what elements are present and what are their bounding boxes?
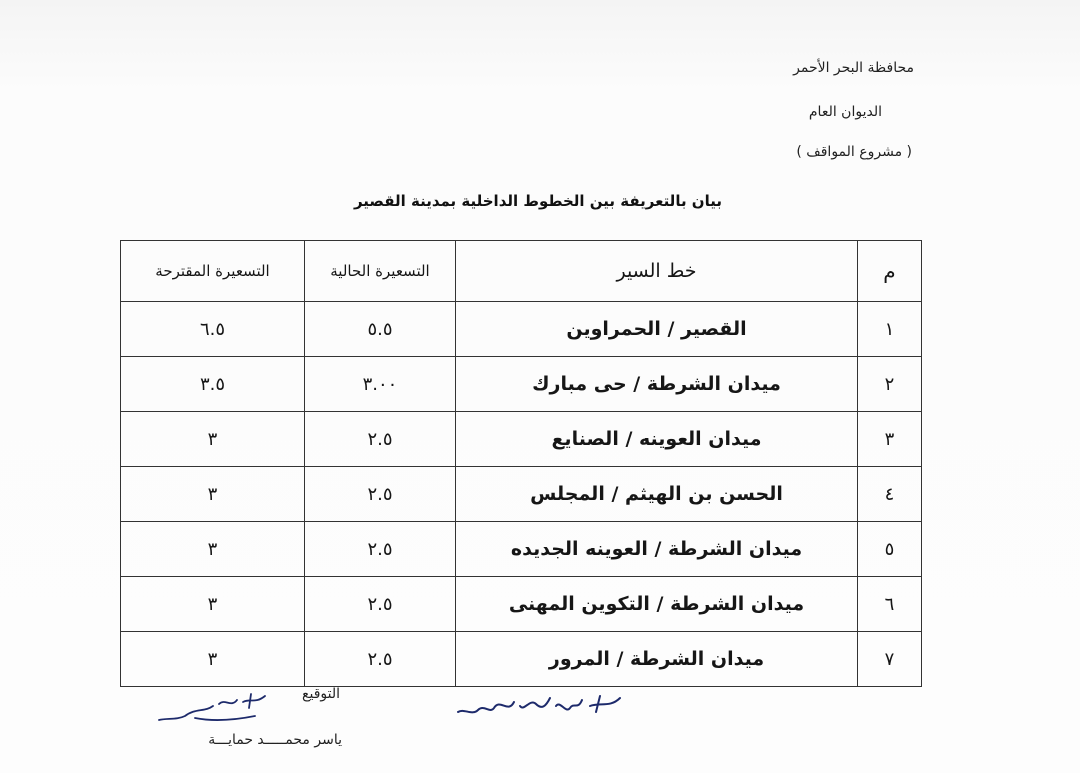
row-current-fare: ٢.٥ (305, 412, 456, 467)
signature-label: التوقيع (302, 686, 340, 702)
row-proposed-fare: ٣ (121, 577, 305, 632)
table-row (121, 522, 922, 577)
row-route: ميدان الشرطة / حى مبارك (456, 357, 858, 412)
project-name: ( مشروع المواقف ) (796, 144, 912, 160)
row-num: ٥ (858, 522, 922, 577)
row-current-fare: ٢.٥ (305, 522, 456, 577)
row-route: ميدان الشرطة / العوينه الجديده (456, 522, 858, 577)
row-route: ميدان الشرطة / التكوين المهنى (456, 577, 858, 632)
row-route: ميدان العوينه / الصنايع (456, 412, 858, 467)
table-row (121, 577, 922, 632)
row-current-fare: ٣.٠٠ (305, 357, 456, 412)
table-row (121, 302, 922, 357)
table-header-row (121, 241, 922, 302)
fares-table (120, 240, 922, 687)
row-proposed-fare: ٣ (121, 467, 305, 522)
row-proposed-fare: ٦.٥ (121, 302, 305, 357)
row-route: القصير / الحمراوين (456, 302, 858, 357)
header-proposed-fare: التسعيرة المقترحة (121, 241, 305, 302)
row-current-fare: ٢.٥ (305, 632, 456, 687)
row-proposed-fare: ٣ (121, 522, 305, 577)
handwritten-signature-right (450, 688, 630, 728)
header-num: م (858, 241, 922, 302)
signatory-name: ياسر محمـــــد حمايـــة (208, 732, 342, 748)
office-name: الديوان العام (808, 104, 882, 120)
row-current-fare: ٥.٥ (305, 302, 456, 357)
handwritten-signature-left (155, 690, 275, 730)
document-title: بيان بالتعريفة بين الخطوط الداخلية بمدينة القصير (353, 192, 722, 210)
row-proposed-fare: ٣ (121, 412, 305, 467)
row-route: الحسن بن الهيثم / المجلس (456, 467, 858, 522)
row-route: ميدان الشرطة / المرور (456, 632, 858, 687)
header-route: خط السير (456, 241, 858, 302)
row-proposed-fare: ٣ (121, 632, 305, 687)
row-num: ٧ (858, 632, 922, 687)
row-num: ٣ (858, 412, 922, 467)
row-current-fare: ٢.٥ (305, 577, 456, 632)
table-row (121, 632, 922, 687)
table-row (121, 467, 922, 522)
row-num: ٢ (858, 357, 922, 412)
row-num: ٦ (858, 577, 922, 632)
row-num: ٤ (858, 467, 922, 522)
table-row (121, 412, 922, 467)
governorate-name: محافظة البحر الأحمر (793, 60, 914, 76)
row-num: ١ (858, 302, 922, 357)
row-proposed-fare: ٣.٥ (121, 357, 305, 412)
header-current-fare: التسعيرة الحالية (305, 241, 456, 302)
table-row (121, 357, 922, 412)
row-current-fare: ٢.٥ (305, 467, 456, 522)
